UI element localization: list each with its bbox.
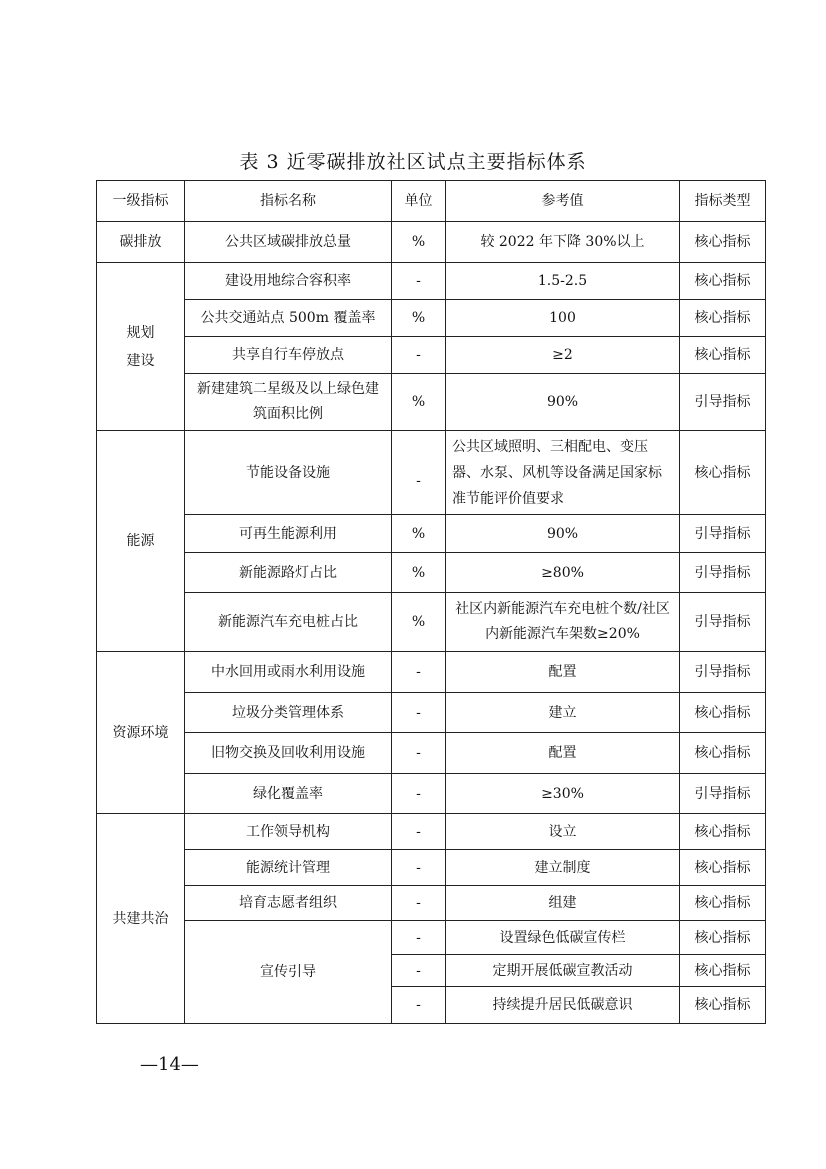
reference-cell: 持续提升居民低碳意识 xyxy=(446,987,680,1024)
indicator-name-cell: 中水回用或雨水利用设施 xyxy=(185,652,392,693)
reference-cell: 建立制度 xyxy=(446,850,680,886)
unit-cell: - xyxy=(392,431,446,515)
table-row xyxy=(97,652,766,693)
type-cell: 核心指标 xyxy=(680,300,766,337)
unit-cell: % xyxy=(392,374,446,431)
indicator-name-cell: 能源统计管理 xyxy=(185,850,392,886)
reference-cell: 1.5-2.5 xyxy=(446,263,680,300)
page-number: —14— xyxy=(140,1054,199,1075)
indicator-name-cell: 宣传引导 xyxy=(185,921,392,1024)
type-cell: 引导指标 xyxy=(680,652,766,693)
type-cell: 核心指标 xyxy=(680,222,766,263)
indicator-name-cell: 旧物交换及回收利用设施 xyxy=(185,733,392,774)
table-row xyxy=(97,300,766,337)
indicator-name-cell: 公共区域碳排放总量 xyxy=(185,222,392,263)
header-cell: 指标名称 xyxy=(185,181,392,222)
indicator-table xyxy=(96,180,766,1024)
reference-cell: 公共区域照明、三相配电、变压器、水泵、风机等设备满足国家标准节能评价值要求 xyxy=(446,431,680,515)
category-cell: 共建共治 xyxy=(97,814,185,1024)
unit-cell: - xyxy=(392,850,446,886)
unit-cell: - xyxy=(392,652,446,693)
unit-cell: - xyxy=(392,733,446,774)
type-cell: 核心指标 xyxy=(680,263,766,300)
table-row xyxy=(97,374,766,431)
table-row xyxy=(97,850,766,886)
reference-cell: ≥2 xyxy=(446,337,680,374)
indicator-name-cell: 工作领导机构 xyxy=(185,814,392,850)
type-cell: 核心指标 xyxy=(680,987,766,1024)
type-cell: 引导指标 xyxy=(680,593,766,652)
table-row xyxy=(97,222,766,263)
table-row xyxy=(97,774,766,814)
reference-cell: ≥30% xyxy=(446,774,680,814)
indicator-name-cell: 共享自行车停放点 xyxy=(185,337,392,374)
type-cell: 核心指标 xyxy=(680,733,766,774)
reference-cell: 90% xyxy=(446,515,680,553)
reference-cell: 定期开展低碳宣教活动 xyxy=(446,955,680,987)
reference-cell: 组建 xyxy=(446,886,680,921)
indicator-name-cell: 培育志愿者组织 xyxy=(185,886,392,921)
unit-cell: % xyxy=(392,222,446,263)
table-row xyxy=(97,431,766,515)
table-header-row xyxy=(97,181,766,222)
unit-cell: - xyxy=(392,921,446,955)
reference-cell: ≥80% xyxy=(446,553,680,593)
reference-cell: 设置绿色低碳宣传栏 xyxy=(446,921,680,955)
indicator-name-cell: 建设用地综合容积率 xyxy=(185,263,392,300)
indicator-name-cell: 节能设备设施 xyxy=(185,431,392,515)
unit-cell: % xyxy=(392,515,446,553)
type-cell: 核心指标 xyxy=(680,693,766,733)
table-row xyxy=(97,921,766,955)
indicator-name-cell: 可再生能源利用 xyxy=(185,515,392,553)
type-cell: 核心指标 xyxy=(680,850,766,886)
table-row xyxy=(97,593,766,652)
unit-cell: - xyxy=(392,693,446,733)
unit-cell: - xyxy=(392,987,446,1024)
indicator-name-cell: 新能源路灯占比 xyxy=(185,553,392,593)
unit-cell: % xyxy=(392,300,446,337)
reference-cell: 设立 xyxy=(446,814,680,850)
table-row xyxy=(97,553,766,593)
category-cell xyxy=(97,263,185,431)
indicator-name-cell: 新建建筑二星级及以上绿色建筑面积比例 xyxy=(185,374,392,431)
unit-cell: % xyxy=(392,553,446,593)
header-cell: 一级指标 xyxy=(97,181,185,222)
indicator-name-cell: 绿化覆盖率 xyxy=(185,774,392,814)
table-row xyxy=(97,814,766,850)
reference-cell: 配置 xyxy=(446,733,680,774)
unit-cell: - xyxy=(392,955,446,987)
reference-cell: 建立 xyxy=(446,693,680,733)
header-cell: 单位 xyxy=(392,181,446,222)
table-row xyxy=(97,515,766,553)
reference-cell: 社区内新能源汽车充电桩个数/社区内新能源汽车架数≥20% xyxy=(446,593,680,652)
type-cell: 引导指标 xyxy=(680,374,766,431)
table-row xyxy=(97,337,766,374)
reference-cell: 较 2022 年下降 30%以上 xyxy=(446,222,680,263)
reference-cell: 配置 xyxy=(446,652,680,693)
header-cell: 指标类型 xyxy=(680,181,766,222)
unit-cell: - xyxy=(392,886,446,921)
type-cell: 引导指标 xyxy=(680,774,766,814)
type-cell: 核心指标 xyxy=(680,886,766,921)
type-cell: 引导指标 xyxy=(680,553,766,593)
category-cell: 资源环境 xyxy=(97,652,185,814)
table-row xyxy=(97,263,766,300)
table-row xyxy=(97,693,766,733)
unit-cell: - xyxy=(392,774,446,814)
unit-cell: - xyxy=(392,263,446,300)
category-cell: 能源 xyxy=(97,431,185,652)
unit-cell: - xyxy=(392,337,446,374)
type-cell: 核心指标 xyxy=(680,921,766,955)
type-cell: 核心指标 xyxy=(680,431,766,515)
type-cell: 核心指标 xyxy=(680,814,766,850)
header-cell: 参考值 xyxy=(446,181,680,222)
indicator-name-cell: 垃圾分类管理体系 xyxy=(185,693,392,733)
table-row xyxy=(97,886,766,921)
type-cell: 核心指标 xyxy=(680,337,766,374)
category-label: 规划 建设 xyxy=(126,324,155,369)
reference-cell: 100 xyxy=(446,300,680,337)
type-cell: 核心指标 xyxy=(680,955,766,987)
indicator-name-cell: 公共交通站点 500m 覆盖率 xyxy=(185,300,392,337)
type-cell: 引导指标 xyxy=(680,515,766,553)
table-caption: 表 3 近零碳排放社区试点主要指标体系 xyxy=(239,151,587,173)
table-row xyxy=(97,733,766,774)
unit-cell: % xyxy=(392,593,446,652)
unit-cell: - xyxy=(392,814,446,850)
reference-cell: 90% xyxy=(446,374,680,431)
indicator-name-cell: 新能源汽车充电桩占比 xyxy=(185,593,392,652)
category-cell: 碳排放 xyxy=(97,222,185,263)
